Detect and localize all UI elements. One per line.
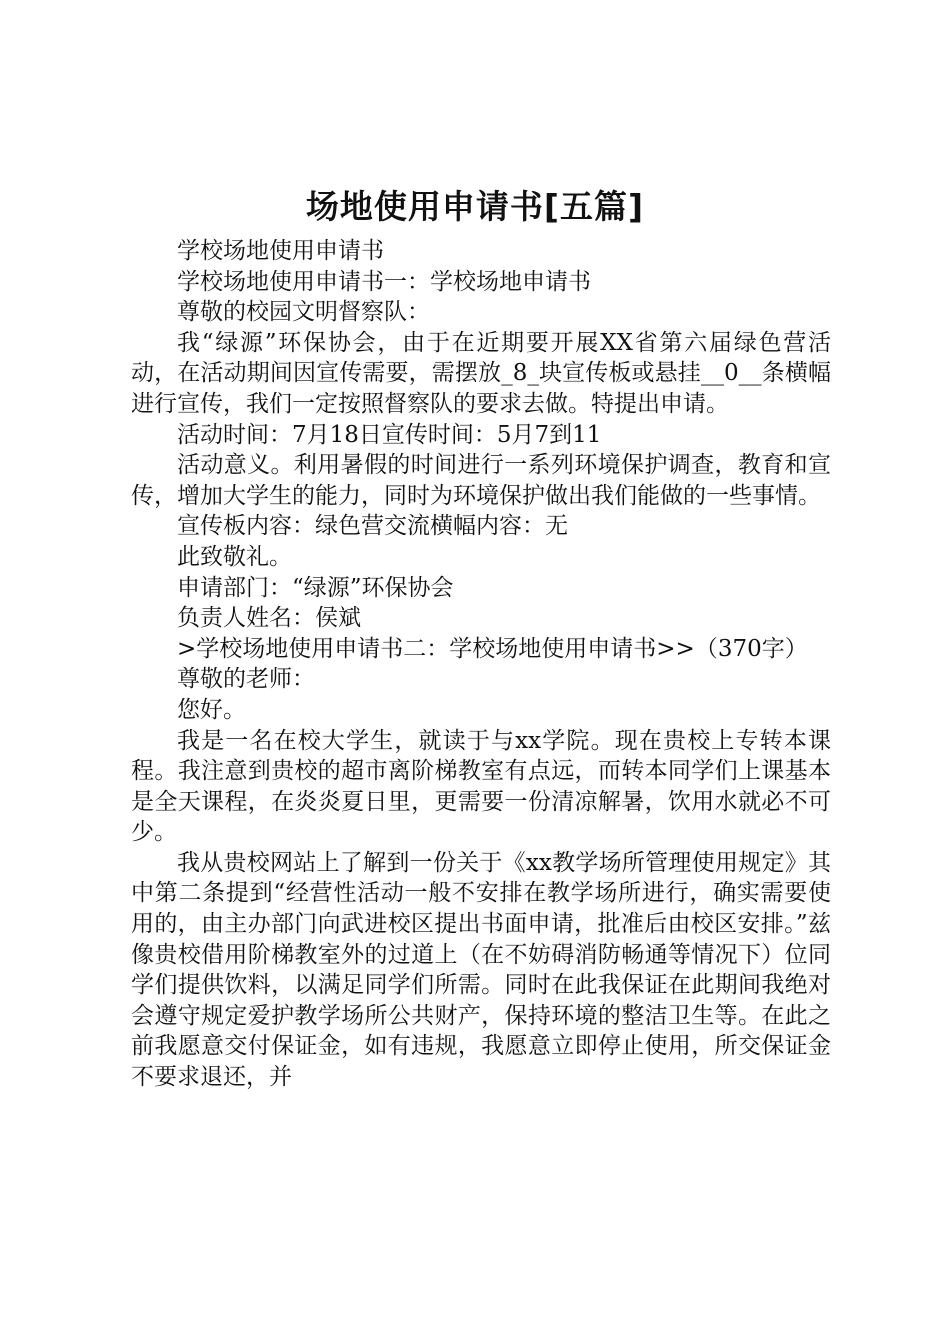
paragraph-salutation: 尊敬的校园文明督察队： [177,299,430,326]
paragraph-activity-meaning: 活动意义。利用暑假的时间进行一系列环境保护调查，教育和宣传，增加大学生的能力，同时为环境保护做出我们能做的一些事情。 [131,452,831,509]
paragraph-subheading-two: >学校场地使用申请书二：学校场地使用申请书>>（370字） [177,635,808,662]
paragraph-regulation: 我从贵校网站上了解到一份关于《xx教学场所管理使用规定》其中第二条提到“经营性活动一般不安排在教学场所进行，确实需要使用的，由主办部门向武进校区提出书面申请，批准后由校区安排。”兹像贵校借用阶梯教室外的过道上（在不妨碍消防畅通等情况下）位同学们提供饮料，以满足同学们所需。同时在此我保证在此期间我绝对会遵守规定爱护教学场所公共财产，保持环境的整洁卫生等。在此之前我愿意交付保证金，如有违规，我愿意立即停止使用，所交保证金不要求退还，并 [131,849,831,1091]
document-title: 场地使用申请书[五篇] [305,187,645,226]
paragraph-closing: 此致敬礼。 [177,543,292,570]
paragraph-person-in-charge: 负责人姓名：侯斌 [177,605,361,632]
paragraph-activity-time: 活动时间：7月18日宣传时间：5月7到11 [177,421,602,448]
paragraph-greeting: 您好。 [177,696,246,723]
paragraph-request: 我“绿源”环保协会，由于在近期要开展XX省第六届绿色营活动，在活动期间因宣传需要，需摆放_8_块宣传板或悬挂__0__条横幅进行宣传，我们一定按照督察队的要求去做。特提出申请。 [131,329,831,417]
paragraph-introduction: 我是一名在校大学生，就读于与xx学院。现在贵校上专转本课程。我注意到贵校的超市离阶梯教室有点远，而转本同学们上课基本是全天课程，在炎炎夏日里，更需要一份清凉解暑，饮用水就必不可少。 [131,727,831,846]
paragraph-board-content: 宣传板内容：绿色营交流横幅内容：无 [177,513,568,540]
paragraph-subheading-one: 学校场地使用申请书一：学校场地申请书 [177,268,591,295]
paragraph-salutation-teacher: 尊敬的老师： [177,666,315,693]
document-body [131,236,831,1093]
paragraph-department: 申请部门：“绿源”环保协会 [177,574,454,601]
paragraph-heading: 学校场地使用申请书 [177,238,384,264]
